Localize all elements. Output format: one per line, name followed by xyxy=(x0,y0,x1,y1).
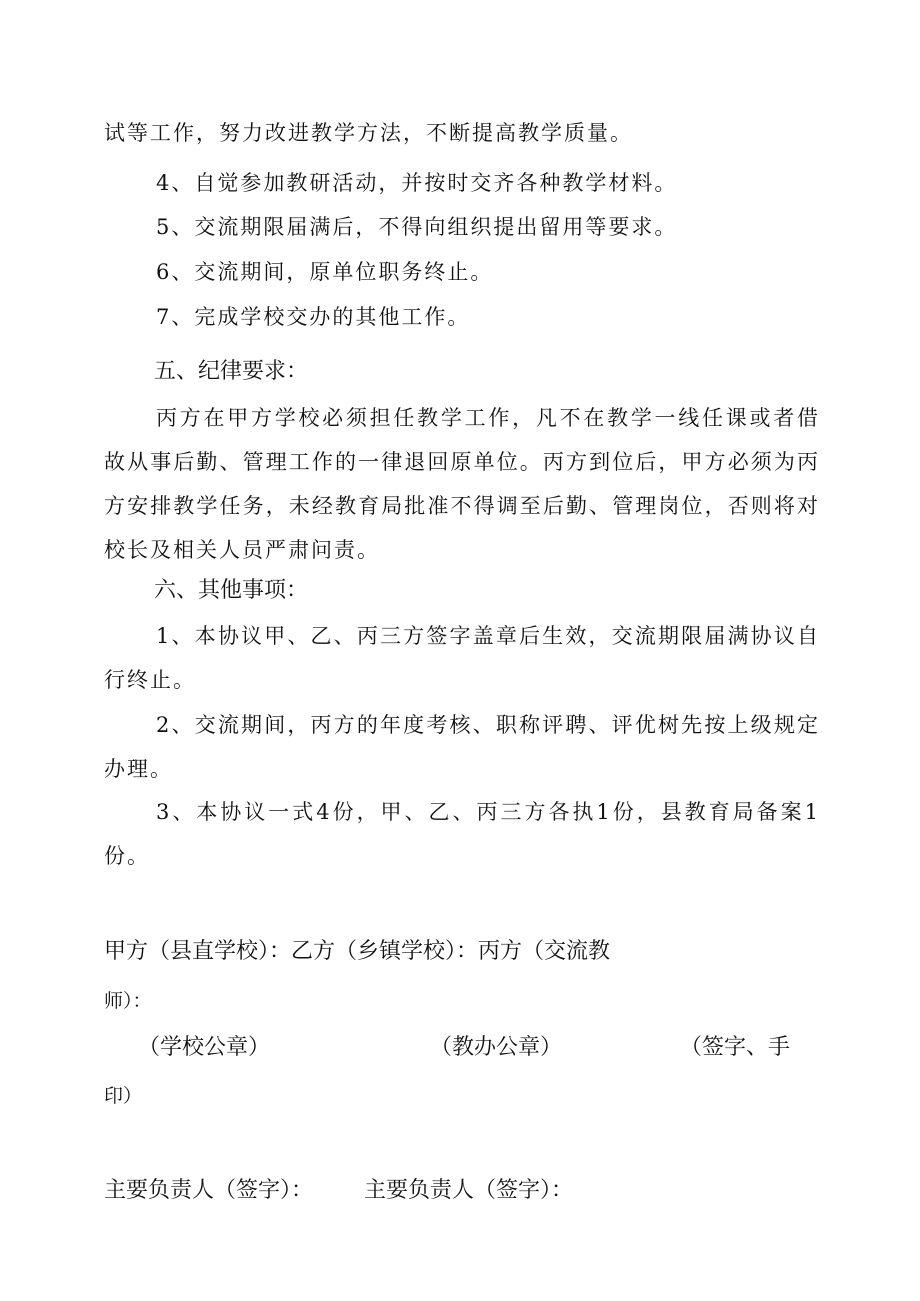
duty-item-4: 4、自觉参加教研活动，并按时交齐各种教学材料。 xyxy=(156,171,678,195)
section-6-item-2: 2、交流期间，丙方的年度考核、职称评聘、评优树先按上级规定办理。 xyxy=(104,713,820,781)
signature-parties-line: 甲方（县直学校）：乙方（乡镇学校）：丙方（交流教 xyxy=(104,939,611,964)
signature-parties-tail: 师）： xyxy=(104,990,152,1012)
seal-office-label: （教办公章） xyxy=(430,1035,563,1060)
sign-fingerprint-label: （签字、手 xyxy=(680,1035,791,1060)
section-6-item-1: 1、本协议甲、乙、丙三方签字盖章后生效，交流期限届满协议自行终止。 xyxy=(104,624,820,692)
section-5-body: 丙方在甲方学校必须担任教学工作，凡不在教学一线任课或者借故从事后勤、管理工作的一律退回原单位。丙方到位后，甲方必须为丙方安排教学任务，未经教育局批准不得调至后勤、管理岗位，否则将对校长及相关人员严肃问责。 xyxy=(104,406,820,562)
section-6-item-3: 3、本协议一式4份，甲、乙、丙三方各执1份，县教育局备案1份。 xyxy=(104,800,820,868)
duty-continuation: 试等工作，努力改进教学方法，不断提高教学质量。 xyxy=(104,121,633,145)
leader-b-signature-label: 主要负责人（签字）： xyxy=(364,1178,574,1203)
section-6-heading: 六、其他事项： xyxy=(154,578,309,603)
duty-item-7: 7、完成学校交办的其他工作。 xyxy=(156,305,471,329)
seal-school-label: （学校公章） xyxy=(138,1035,271,1060)
duty-item-5: 5、交流期限届满后，不得向组织提出留用等要求。 xyxy=(156,215,678,239)
leader-a-signature-label: 主要负责人（签字）： xyxy=(104,1178,314,1203)
section-5-heading: 五、纪律要求： xyxy=(154,359,309,384)
duty-item-6: 6、交流期间，原单位职务终止。 xyxy=(156,260,494,284)
sign-fingerprint-tail: 印） xyxy=(104,1085,143,1107)
